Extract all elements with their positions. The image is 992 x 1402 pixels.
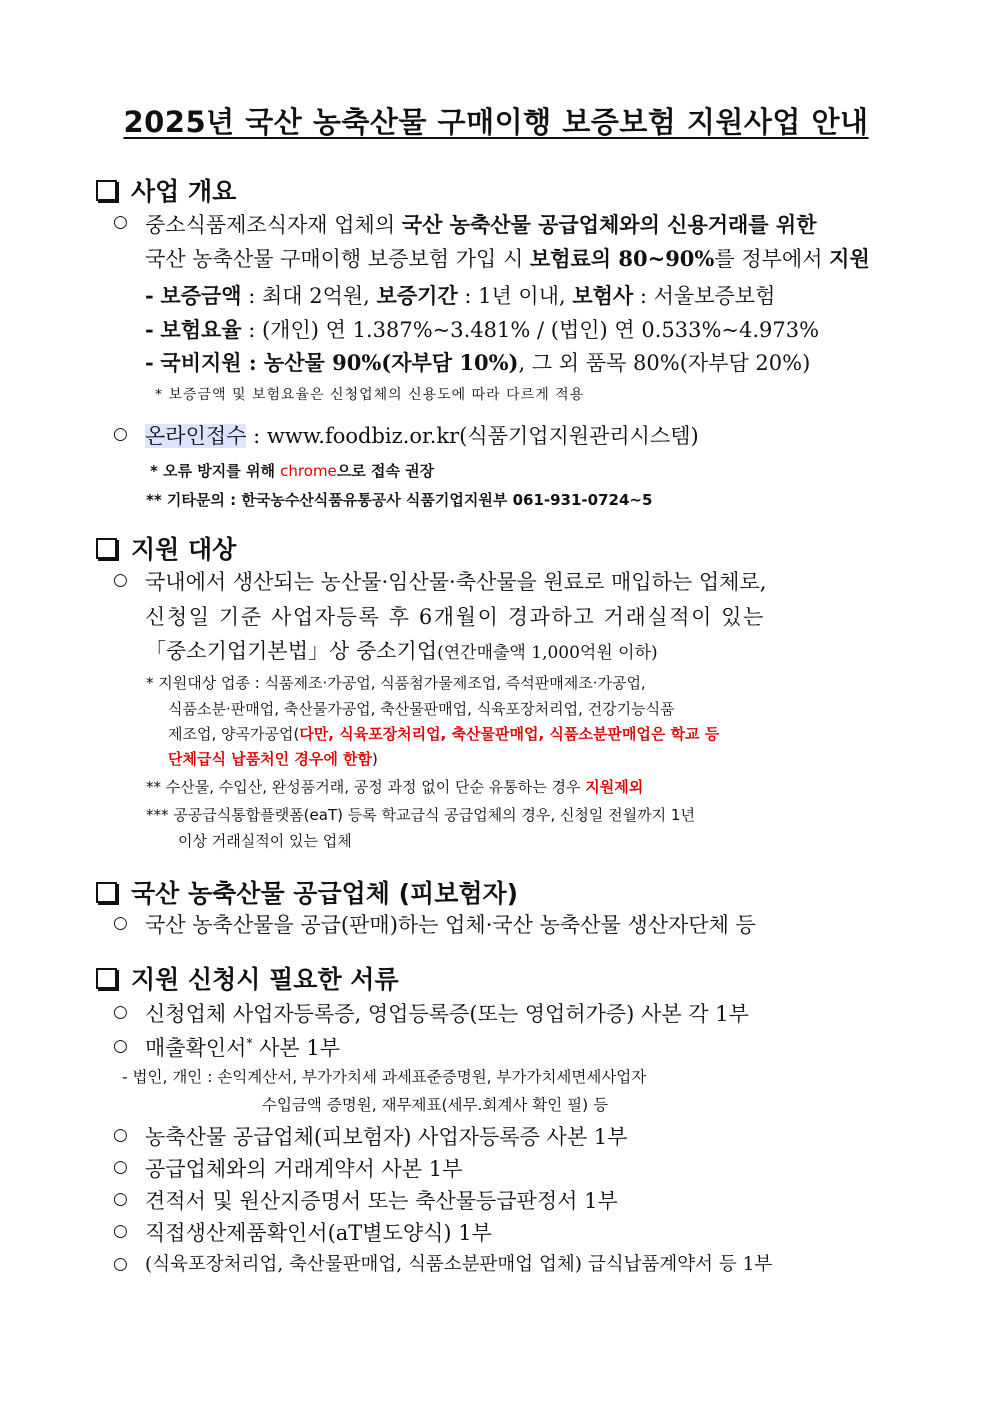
contact-note: ** 기타문의 : 한국농수산식품유통공사 식품기업지원부 061-931-0724~5	[146, 491, 653, 509]
online-application-url[interactable]: : www.foodbiz.or.kr(식품기업지원관리시스템)	[246, 424, 699, 448]
document-sub-2: 수입금액 증명원, 재무제표(세무.회계사 확인 필) 등	[262, 1096, 609, 1114]
overview-line-1: 중소식품제조식자재 업체의 국산 농축산물 공급업체와의 신용거래를 위한	[145, 212, 817, 237]
section-heading-overview	[96, 172, 236, 208]
checkbox-square-icon	[96, 882, 117, 903]
target-note-2: ** 수산물, 수입산, 완성품거래, 공정 과정 없이 단순 유통하는 경우 지원제외	[146, 778, 644, 796]
section-heading-text: 지원 신청시 필요한 서류	[131, 965, 399, 994]
circle-bullet-icon: ○	[113, 1221, 128, 1241]
target-note-3b: 이상 거래실적이 있는 업체	[178, 832, 352, 850]
section-heading-text: 국산 농축산물 공급업체 (피보험자)	[131, 879, 519, 908]
document-item: 매출확인서* 사본 1부	[145, 1036, 341, 1060]
overview-note: * 보증금액 및 보험요율은 신청업체의 신용도에 따라 다르게 적용	[155, 387, 585, 403]
circle-bullet-icon: ○	[113, 424, 128, 444]
document-item: 농축산물 공급업체(피보험자) 사업자등록증 사본 1부	[145, 1125, 628, 1149]
target-note-1c: 제조업, 양곡가공업(다만, 식육포장처리업, 축산물판매업, 식품소분판매업은 학교 등	[168, 725, 720, 743]
document-sub-1: - 법인, 개인 : 손익계산서, 부가가치세 과세표준증명원, 부가가치세면세사업자	[122, 1068, 647, 1086]
overview-detail-guarantee: - 보증금액 : 최대 2억원, 보증기간 : 1년 이내, 보험사 : 서울보증보험	[145, 283, 776, 308]
target-line-1: 국내에서 생산되는 농산물·임산물·축산물을 원료로 매입하는 업체로,	[145, 570, 767, 594]
circle-bullet-icon: ○	[113, 1189, 128, 1209]
section-heading-text: 지원 대상	[131, 535, 237, 564]
overview-line-2: 국산 농축산물 구매이행 보증보험 가입 시 보험료의 80~90%를 정부에서 지원	[145, 246, 870, 271]
target-note-3a: *** 공공급식통합플랫폼(eaT) 등록 학교급식 공급업체의 경우, 신청일 전월까지 1년	[146, 806, 695, 824]
overview-detail-subsidy: - 국비지원 : 농산물 90%(자부담 10%), 그 외 품목 80%(자부담 20%)	[145, 350, 811, 375]
target-line-2: 신청일 기준 사업자등록 후 6개월이 경과하고 거래실적이 있는	[145, 605, 766, 629]
target-line-3: 「중소기업기본법」상 중소기업(연간매출액 1,000억원 이하)	[145, 639, 658, 663]
document-item: 공급업체와의 거래계약서 사본 1부	[145, 1157, 463, 1181]
online-application-label: 온라인접수	[145, 424, 247, 448]
section-heading-supplier	[96, 874, 518, 910]
target-note-1d: 단체급식 납품처인 경우에 한함)	[168, 750, 378, 768]
circle-bullet-icon: ○	[113, 1036, 128, 1056]
browser-note: * 오류 방지를 위해 chrome으로 접속 권장	[150, 462, 435, 480]
page-title: 2025년 국산 농축산물 구매이행 보증보험 지원사업 안내	[123, 105, 869, 139]
circle-bullet-icon: ○	[113, 1002, 128, 1022]
checkbox-square-icon	[96, 538, 117, 559]
checkbox-square-icon	[96, 180, 117, 201]
document-item: 직접생산제품확인서(aT별도양식) 1부	[145, 1221, 492, 1245]
section-heading-text: 사업 개요	[131, 177, 237, 206]
checkbox-square-icon	[96, 968, 117, 989]
target-note-1a: * 지원대상 업종 : 식품제조·가공업, 식품첨가물제조업, 즉석판매제조·가공업,	[146, 674, 646, 692]
target-note-1b: 식품소분·판매업, 축산물가공업, 축산물판매업, 식육포장처리업, 건강기능식품	[168, 700, 675, 718]
circle-bullet-icon: ○	[113, 1157, 128, 1177]
document-item: 견적서 및 원산지증명서 또는 축산물등급판정서 1부	[145, 1189, 618, 1213]
circle-bullet-icon: ○	[113, 913, 128, 933]
document-item: 신청업체 사업자등록증, 영업등록증(또는 영업허가증) 사본 각 1부	[145, 1002, 749, 1026]
overview-detail-rate: - 보험요율 : (개인) 연 1.387%~3.481% / (법인) 연 0.533%~4.973%	[145, 317, 820, 342]
circle-bullet-icon: ○	[113, 1254, 128, 1274]
circle-bullet-icon: ○	[113, 570, 128, 590]
supplier-line-1: 국산 농축산물을 공급(판매)하는 업체·국산 농축산물 생산자단체 등	[145, 913, 756, 937]
section-heading-target	[96, 530, 236, 566]
section-heading-documents	[96, 960, 399, 996]
circle-bullet-icon: ○	[113, 212, 128, 232]
circle-bullet-icon: ○	[113, 1125, 128, 1145]
online-application-line	[145, 420, 699, 450]
document-item: (식육포장처리업, 축산물판매업, 식품소분판매업 업체) 급식납품계약서 등 1부	[145, 1254, 773, 1275]
